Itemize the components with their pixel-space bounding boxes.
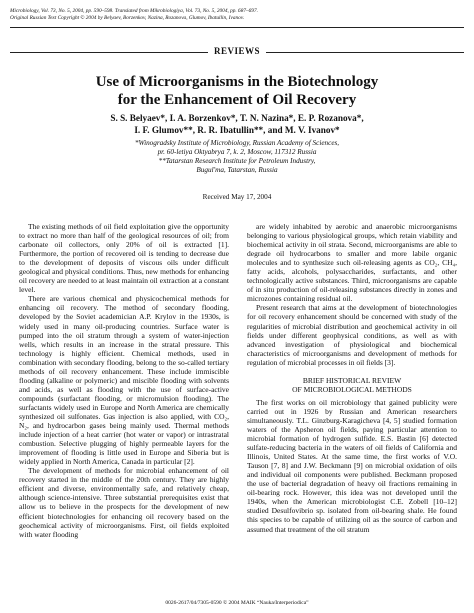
journal-meta-line-1: Microbiology, Vol. 73, No. 5, 2004, pp. 590–598. Translated from Mikrobiologiya, Vol. 73, No. 5, 2004, pp. 687–697. — [10, 8, 258, 14]
journal-meta — [10, 8, 464, 22]
title-line-1: Use of Microorganisms in the Biotechnology — [95, 74, 379, 90]
left-paragraph-2: There are various chemical and physicochemical methods for enhancing oil recovery. The method of secondary flooding, developed by the Soviet academician A.P. Krylov in the 1930s, is widely used in many oil-producing countries. Surface water is pumped into the oil stratum through a system of water-injection wells, which results in an increase in the stratal pressure. This technology is highly efficient. Chemical methods, used in combination with secondary flooding, belong to the so-called tertiary methods of oil recovery enhancement. These include immiscible flooding (alkaline or polymeric) and miscible flooding with solvents and acids, as well as flooding with the use of surface-active compounds (surfactant flooding, or micromulsion flooding). The surfactants widely used in Europe and North America are chemically synthesized oil sulfonates. Gas injection is also applied, with CO₂, N₂, and hydrocarbon gases being mainly used. Thermal methods include injection of a heat carrier (hot water or vapor) or intrastratal combustion. Selective plugging of highly permeable layers for the improvement of flooding is little used in Europe and Siberia but is widely applied in North America, Canada in particular [2]. — [19, 294, 229, 467]
journal-meta-line-2: Original Russian Text Copyright © 2004 by Belyaev, Borzenkov, Nazina, Rozanova, Glumov, Ibatullin, Ivanov. — [10, 15, 245, 21]
article-title — [30, 73, 444, 109]
affiliations — [20, 139, 454, 175]
received-date: Received May 17, 2004 — [202, 193, 272, 201]
section-heading — [247, 376, 457, 394]
section-heading-line-2: OF MICROBIOLOGICAL METHODS — [292, 384, 412, 394]
right-paragraph-1: are widely inhabited by aerobic and anaerobic microorganisms belonging to various physiological groups, which retain viability and biochemical activity in oil strata. Second, microorganisms are able to degrade oil hydrocarbons to smaller and more labile organic molecules and to synthesize such oil-releasing agents as CO₂, CH₄, fatty acids, alcohols, polysaccharides, surfactants, and other technologically active substances. Third, microorganisms are capable of in situ production of oil-releasing substances directly in zones and microzones containing residual oil. — [247, 222, 457, 304]
authors-line-1: S. S. Belyaev*, I. A. Borzenkov*, T. N. Nazina*, E. P. Rozanova*, — [110, 113, 364, 123]
title-line-2: for the Enhancement of Oil Recovery — [117, 92, 357, 108]
affil-line-3: **Tatarstan Research Institute for Petroleum Industry, — [158, 157, 316, 165]
right-paragraph-3: The first works on oil microbiology that gained publicity were carried out in 1926 by Russian and American researchers simultaneously. T.L. Ginzburg-Karagicheva [4, 5] studied formation waters of the Apsheron oil fields, paying particular attention to microbial formation of hydrogen sulfide. E.S. Bastin [6] detected sulfate-reducing bacteria in the waters of oil fields of California and Illinois, United States. At the same time, the first works of V.O. Tauson [7, 8] and J.W. Beckmann [9] on microbial oxidation of oils and individual oil components were published. Beckmann proposed the use of bacterial degradation of heavy oil fractions remaining in oil-bearing rock. However, this idea was not developed until the 1940s, when the American microbiologist C.E. Zobell [10–12] studied Desulfovibrio sp. isolated from oil-bearing shale. He found this species to be capable of utilizing oil as the source of carbon and assumed that treatment of the oil stratum — [247, 397, 457, 534]
section-label-text: REVIEWS — [208, 46, 266, 56]
affil-line-2: pr. 60-letiya Oktyabrya 7, k. 2, Moscow, 117312 Russia — [157, 148, 317, 156]
left-paragraph-3: The development of methods for microbial enhancement of oil recovery started in the middle of the 20th century. They are highly efficient and diverse, environmentally safe, and relatively cheap, although science-intensive. Three substantial prerequisites exist that allow us to believe in the prospects for the development of new efficient biotechnologies for enhancing oil recovery based on the geochemical activity of microorganisms. First, oil fields exploited with water flooding — [19, 466, 229, 539]
affil-line-1: *Winogradsky Institute of Microbiology, Russian Academy of Sciences, — [134, 139, 340, 147]
right-paragraph-2: Present research that aims at the development of biotechnologies for oil recovery enhancement should be concerned with study of the regularities of microbial distribution and geochemical activity in oil fields under different geophysical conditions, as well as with advanced investigation of physiological and biochemical characteristics of microorganisms and development of methods for regulation of microbial processes in oil fields [3]. — [247, 303, 457, 367]
author-list — [20, 113, 454, 136]
section-heading-line-1: BRIEF HISTORICAL REVIEW — [302, 375, 402, 385]
right-column — [247, 222, 457, 534]
authors-line-2: I. F. Glumov**, R. R. Ibatullin**, and M. V. Ivanov* — [134, 124, 340, 135]
section-label — [0, 46, 474, 56]
header-rule — [10, 27, 464, 28]
footer-copyright: 0026-2617/04/7305-0590 © 2004 MAIK “Nauka/Interperiodica” — [165, 600, 309, 606]
left-column — [19, 222, 229, 539]
affil-line-4: Bugul'ma, Tatarstan, Russia — [196, 166, 278, 174]
left-paragraph-1: The existing methods of oil field exploitation give the opportunity to extract no more than half of the geological resources of oil; from carbonate oil collectors, only 20% of oil is extracted [1]. Furthermore, the portion of recovered oil is tending to decrease due to the development of deposits of viscous oils under difficult geological and physical conditions. Thus, new methods for enhancing oil recovery are needed to at least maintain oil extraction at a constant level. — [19, 222, 229, 295]
